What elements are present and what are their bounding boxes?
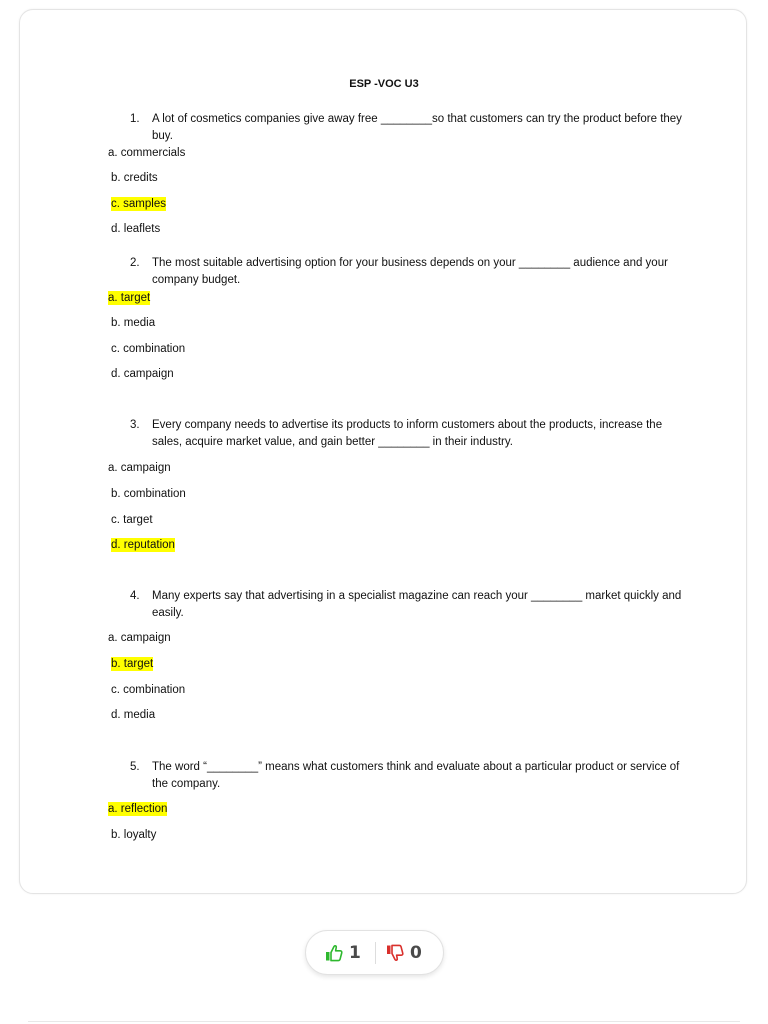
option-1b: b. credits bbox=[111, 172, 158, 184]
option-3d-highlighted: d. reputation bbox=[111, 539, 175, 551]
option-2d: d. campaign bbox=[111, 368, 174, 380]
question-3 bbox=[130, 417, 682, 450]
like-button[interactable] bbox=[325, 931, 361, 974]
option-1a: a. commercials bbox=[108, 147, 186, 159]
question-text: The word “________” means what customers think and evaluate about a particular product or service of the company. bbox=[152, 761, 680, 790]
option-2c: c. combination bbox=[111, 343, 186, 355]
document-title: ESP -VOC U3 bbox=[349, 78, 419, 90]
question-text: The most suitable advertising option for your business depends on your ________ audience and your company budget. bbox=[152, 257, 668, 286]
feedback-bar bbox=[305, 930, 444, 975]
question-number: 3. bbox=[130, 419, 140, 431]
question-text: Every company needs to advertise its products to inform customers about the products, increase the sales, acquire market value, and gain better ________ in their industry. bbox=[152, 419, 663, 448]
option-3b: b. combination bbox=[111, 488, 186, 500]
question-number: 5. bbox=[130, 761, 140, 773]
question-number: 4. bbox=[130, 590, 140, 602]
option-2b: b. media bbox=[111, 317, 156, 329]
question-text: Many experts say that advertising in a specialist magazine can reach your ________ market quickly and easily. bbox=[152, 590, 682, 619]
option-4a: a. campaign bbox=[108, 632, 171, 644]
thumbs-down-icon bbox=[386, 944, 404, 962]
thumbs-up-icon bbox=[325, 944, 343, 962]
question-2 bbox=[130, 255, 682, 288]
question-4 bbox=[130, 588, 682, 621]
question-1 bbox=[130, 111, 682, 144]
dislike-button[interactable] bbox=[386, 931, 422, 974]
like-count: 1 bbox=[349, 942, 361, 963]
dislike-count: 0 bbox=[410, 942, 422, 963]
question-number: 2. bbox=[130, 257, 140, 269]
question-5 bbox=[130, 759, 682, 792]
question-text: A lot of cosmetics companies give away free ________so that customers can try the product before they buy. bbox=[152, 113, 682, 142]
option-4d: d. media bbox=[111, 709, 156, 721]
option-3c: c. target bbox=[111, 514, 153, 526]
option-1c-highlighted: c. samples bbox=[111, 198, 166, 210]
option-5a-highlighted: a. reflection bbox=[108, 803, 168, 815]
feedback-divider bbox=[375, 942, 376, 964]
option-4c: c. combination bbox=[111, 684, 186, 696]
document-card bbox=[19, 9, 747, 894]
bottom-divider bbox=[28, 1021, 740, 1022]
option-5b: b. loyalty bbox=[111, 829, 157, 841]
option-4b-highlighted: b. target bbox=[111, 658, 154, 670]
option-2a-highlighted: a. target bbox=[108, 292, 151, 304]
question-number: 1. bbox=[130, 113, 140, 125]
option-3a: a. campaign bbox=[108, 462, 171, 474]
option-1d: d. leaflets bbox=[111, 223, 161, 235]
